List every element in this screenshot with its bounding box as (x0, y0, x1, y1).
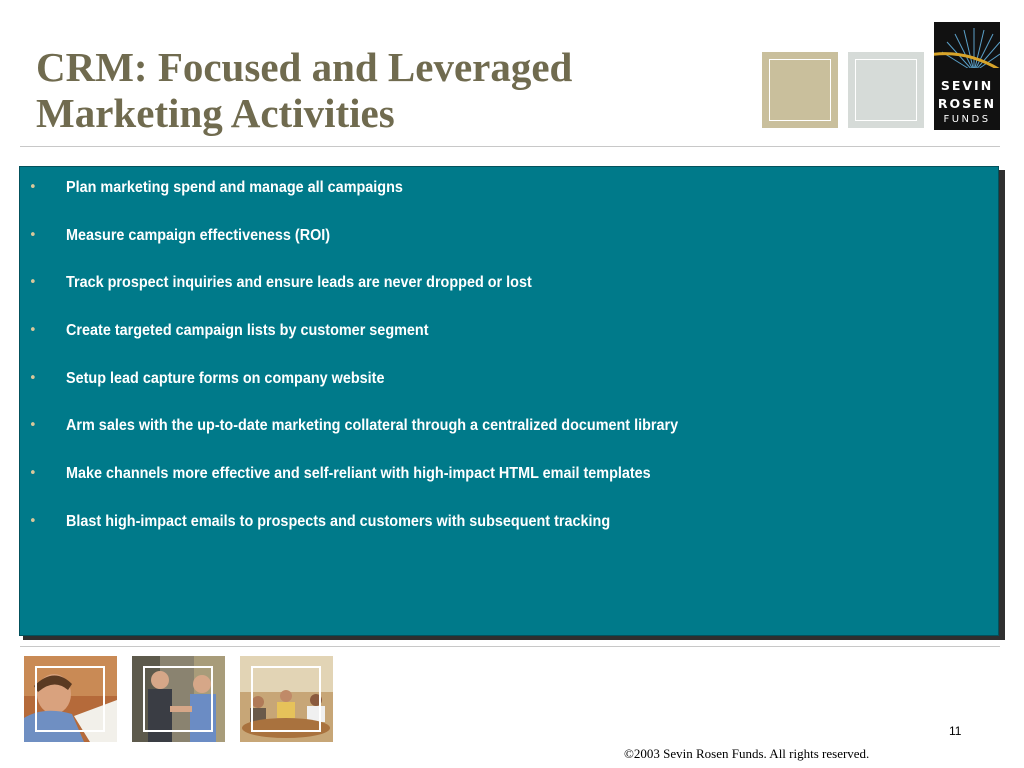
bullet-marker: • (29, 323, 37, 339)
decorative-square-frame (769, 59, 831, 121)
logo-line-rosen: ROSEN (937, 96, 997, 111)
bullet-marker: • (29, 513, 37, 529)
slide-title (36, 44, 736, 136)
logo-line-sevin: SEVIN (940, 78, 994, 93)
copyright-notice: ©2003 Sevin Rosen Funds. All rights reserved. (624, 746, 870, 761)
bullet-text: Make channels more effective and self-reliant with high-impact HTML email templates (66, 465, 651, 483)
decorative-square-frame (855, 59, 917, 121)
page-number: 11 (949, 724, 962, 738)
bullet-item (20, 511, 998, 559)
photo-frame (251, 666, 321, 732)
photo-conference-table-icon (240, 656, 333, 742)
slide-title-line-2: Marketing Activities (36, 90, 395, 136)
footer-divider (20, 646, 1000, 647)
bullet-item (20, 177, 998, 225)
bullet-marker: • (29, 466, 37, 482)
bullet-marker: • (29, 180, 37, 195)
photo-handshake-meeting-icon (132, 656, 225, 742)
slide-title-line-1: CRM: Focused and Leveraged (36, 44, 573, 90)
bullet-text: Arm sales with the up-to-date marketing collateral through a centralized document library (66, 417, 679, 435)
decorative-grey-square (848, 52, 924, 128)
bullet-list (20, 177, 998, 559)
bullet-marker: • (29, 227, 37, 243)
bullet-text: Plan marketing spend and manage all campaigns (66, 179, 403, 196)
content-panel (19, 166, 999, 636)
photo-frame (143, 666, 213, 732)
bullet-marker: • (29, 418, 37, 434)
photo-person-working-icon (24, 656, 117, 742)
bullet-item (20, 272, 998, 320)
bullet-item (20, 463, 998, 511)
logo-line-funds: FUNDS (943, 114, 991, 125)
bullet-item (20, 320, 998, 368)
photo-frame (35, 666, 105, 732)
bullet-text: Measure campaign effectiveness (ROI) (66, 226, 331, 244)
decorative-tan-square (762, 52, 838, 128)
bullet-text: Track prospect inquiries and ensure leads are never dropped or lost (66, 274, 532, 292)
bullet-item (20, 368, 998, 416)
sevin-rosen-logo (934, 22, 1000, 130)
bullet-text: Setup lead capture forms on company website (66, 369, 385, 387)
bullet-text: Create targeted campaign lists by customer segment (66, 322, 429, 340)
bullet-item (20, 225, 998, 273)
header-divider (20, 146, 1000, 147)
bullet-marker: • (29, 370, 37, 386)
bullet-text: Blast high-impact emails to prospects and customers with subsequent tracking (66, 512, 611, 530)
bullet-marker: • (29, 275, 37, 291)
bullet-item (20, 415, 998, 463)
